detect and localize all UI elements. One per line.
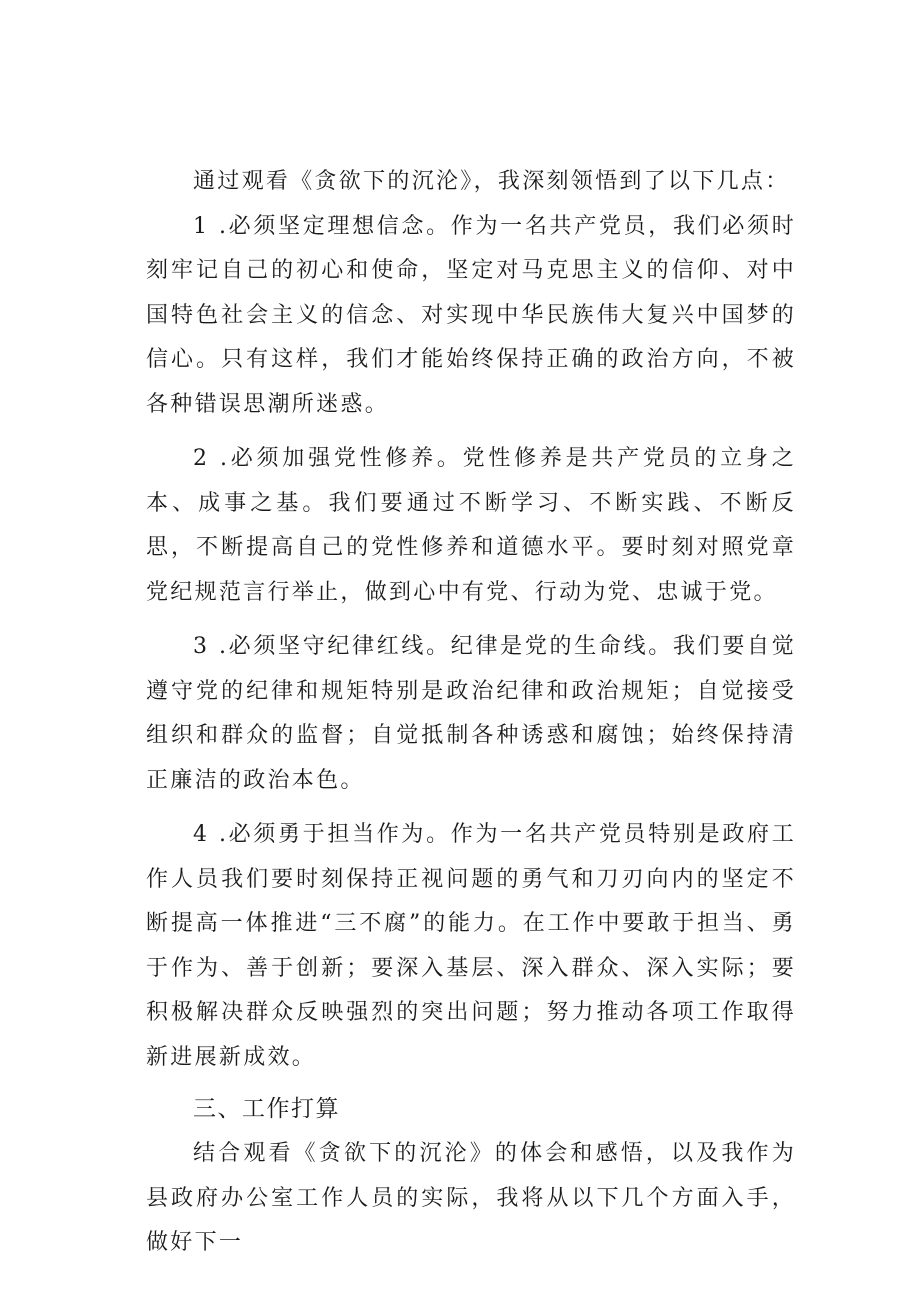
point-2-paragraph: 2 .必须加强党性修养。党性修养是共产党员的立身之本、成事之基。我们要通过不断学习、不断实践、不断反思，不断提高自己的党性修养和道德水平。要时刻对照党章党纪规范言行举止，做到心中有党、行动为党、忠诚于党。 (146, 446, 796, 605)
intro-paragraph: 通过观看《贪欲下的沉沦》，我深刻领悟到了以下几点： (193, 169, 790, 194)
section-heading: 三、工作打算 (193, 1096, 340, 1122)
closing-paragraph: 结合观看《贪欲下的沉沦》的体会和感悟，以及我作为县政府办公室工作人员的实际，我将从以下几个方面入手，做好下一 (146, 1141, 796, 1255)
point-4-paragraph: 4 .必须勇于担当作为。作为一名共产党员特别是政府工作人员我们要时刻保持正视问题的勇气和刀刃向内的坚定不断提高一体推进“三不腐”的能力。在工作中要敢于担当、勇于作为、善于创新；要深入基层、深入群众、深入实际；要积极解决群众反映强烈的突出问题；努力推动各项工作取得新进展新成效。 (146, 822, 796, 1070)
point-1-paragraph: 1 .必须坚定理想信念。作为一名共产党员，我们必须时刻牢记自己的初心和使命，坚定对马克思主义的信仰、对中国特色社会主义的信念、对实现中华民族伟大复兴中国梦的信心。只有这样，我们才能始终保持正确的政治方向，不被各种错误思潮所迷惑。 (146, 213, 796, 417)
point-3-paragraph: 3 .必须坚守纪律红线。纪律是党的生命线。我们要自觉遵守党的纪律和规矩特别是政治纪律和政治规矩；自觉接受组织和群众的监督；自觉抵制各种诱惑和腐蚀；始终保持清正廉洁的政治本色。 (146, 634, 796, 793)
document-body (146, 160, 796, 1266)
